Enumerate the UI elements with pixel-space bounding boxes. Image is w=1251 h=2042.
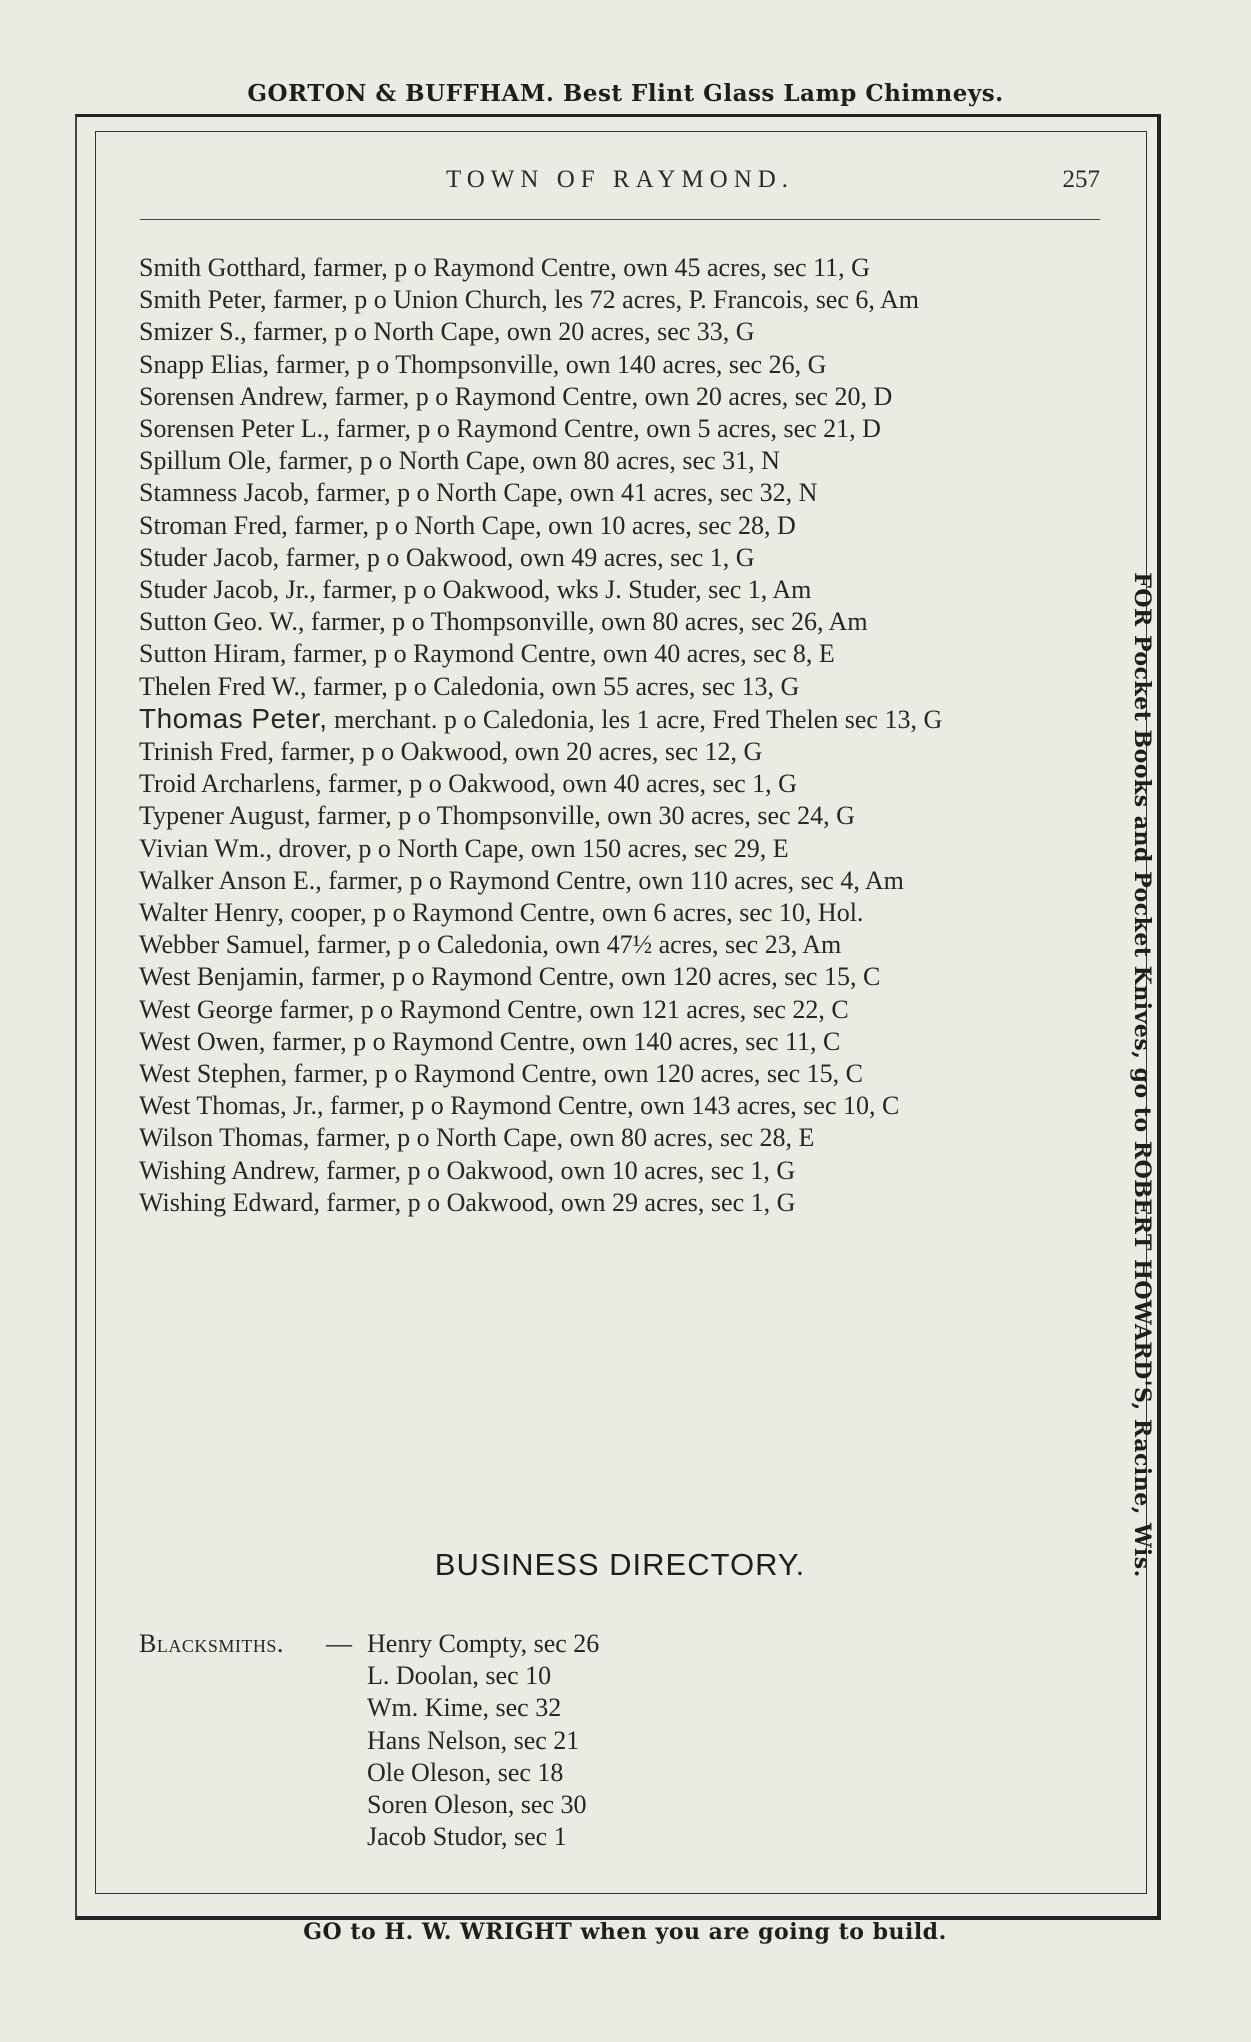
directory-entry — [139, 1090, 1099, 1122]
entry-details: farmer, p o Thompsonville, own 80 acres, sec 26, Am — [310, 607, 868, 637]
blacksmith-item: Ole Oleson, sec 18 — [367, 1757, 564, 1787]
entry-name: Sorensen Peter L., — [139, 414, 330, 444]
directory-entry — [139, 768, 1099, 800]
directory-entry — [139, 574, 1099, 606]
entry-details: farmer, p o Oakwood, own 29 acres, sec 1, G — [326, 1187, 796, 1217]
directory-entry — [139, 445, 1099, 477]
directory-entry — [139, 606, 1099, 638]
entry-details: farmer, p o Thompsonville, own 30 acres, sec 24, G — [317, 801, 855, 831]
entry-details: farmer, p o Raymond Centre, own 140 acres, sec 11, C — [271, 1026, 841, 1056]
entry-name: Troid Archarlens, — [139, 769, 322, 799]
directory-entry — [139, 961, 1099, 993]
blacksmith-item: L. Doolan, sec 10 — [367, 1661, 552, 1691]
entry-details: drover, p o North Cape, own 150 acres, sec 29, E — [278, 833, 789, 863]
entry-name: Trinish Fred, — [139, 737, 274, 767]
blacksmith-item: Soren Oleson, sec 30 — [367, 1790, 587, 1820]
entry-details: farmer, p o Oakwood, own 49 acres, sec 1, G — [285, 542, 755, 572]
entry-name: Typener August, — [139, 801, 311, 831]
entry-name: Snapp Elias, — [139, 349, 269, 379]
side-advertisement: FOR Pocket Books and Pocket Knives, go to ROBERT HOWARD'S, Racine, Wis. — [1129, 572, 1155, 1578]
entry-name: Thomas Peter, — [139, 702, 328, 734]
entry-details: farmer, p o Caledonia, own 47½ acres, sec 23, Am — [316, 930, 842, 960]
entry-details: farmer, p o Caledonia, own 55 acres, sec 13, G — [313, 671, 800, 701]
entry-name: Wilson Thomas, — [139, 1123, 310, 1153]
entry-details: farmer, p o Union Church, les 72 acres, P. Francois, sec 6, Am — [273, 285, 919, 315]
entry-name: Walker Anson E., — [139, 865, 322, 895]
entry-name: West Benjamin, — [139, 962, 305, 992]
category-dash: — — [326, 1629, 352, 1658]
entry-details: farmer, p o Thompsonville, own 140 acres, sec 26, G — [275, 349, 827, 379]
entry-details: farmer, p o North Cape, own 80 acres, sec 31, N — [278, 446, 780, 476]
blacksmith-list — [367, 1628, 599, 1853]
category-label: Blacksmiths. — [139, 1629, 284, 1658]
entry-details: farmer, p o Oakwood, own 40 acres, sec 1, G — [327, 769, 797, 799]
header-rule — [140, 219, 1100, 220]
entry-name: Sorensen Andrew, — [139, 381, 328, 411]
entry-name: Webber Samuel, — [139, 930, 311, 960]
directory-entry — [139, 736, 1099, 768]
entry-name: Vivian Wm., — [139, 833, 272, 863]
entry-name: Walter Henry, — [139, 898, 284, 928]
entry-name: Smizer S., — [139, 317, 247, 347]
running-head — [140, 164, 1100, 204]
directory-entry — [139, 252, 1099, 284]
directory-entry — [139, 381, 1099, 413]
entry-details: merchant. p o Caledonia, les 1 acre, Fred Thelen sec 13, G — [334, 704, 943, 734]
entry-details: farmer, p o Oakwood, own 20 acres, sec 12, G — [280, 737, 763, 767]
entry-name: West Thomas, Jr., — [139, 1091, 324, 1121]
directory-entry — [139, 542, 1099, 574]
entry-details: farmer, p o North Cape, own 80 acres, sec 28, E — [315, 1123, 815, 1153]
entry-details: farmer, p o Raymond Centre, own 110 acres, sec 4, Am — [328, 865, 904, 895]
directory-entries — [139, 252, 1099, 1219]
entry-name: Stroman Fred, — [139, 510, 288, 540]
entry-details: farmer, p o Raymond Centre, own 20 acres, sec 20, D — [334, 381, 893, 411]
entry-details: farmer, p o Raymond Centre, own 45 acres, sec 11, G — [313, 253, 870, 282]
entry-details: farmer, p o North Cape, own 10 acres, sec 28, D — [294, 510, 796, 540]
entry-details: farmer, p o Raymond Centre, own 5 acres, sec 21, D — [336, 414, 881, 444]
directory-entry — [139, 671, 1099, 703]
page-number: 257 — [1062, 166, 1100, 193]
footer-advertisement: GO to H. W. WRIGHT when you are going to build. — [303, 1919, 947, 1945]
directory-entry — [139, 929, 1099, 961]
directory-entry — [139, 1122, 1099, 1154]
directory-entry — [139, 703, 1099, 736]
page-title: TOWN OF RAYMOND. — [445, 166, 795, 193]
entry-name: West Stephen, — [139, 1059, 288, 1089]
directory-entry — [139, 638, 1099, 670]
directory-entry — [139, 510, 1099, 542]
blacksmith-item: Henry Compty, sec 26 — [367, 1629, 600, 1658]
blacksmith-item: Jacob Studor, sec 1 — [367, 1822, 567, 1852]
entry-details: farmer, p o Raymond Centre, own 120 acres, sec 15, C — [310, 962, 881, 992]
entry-details: farmer, p o Oakwood, wks J. Studer, sec 1, Am — [322, 575, 812, 605]
directory-entry — [139, 994, 1099, 1026]
entry-details: farmer, p o Raymond Centre, own 40 acres, sec 8, E — [292, 639, 835, 669]
entry-details: farmer, p o Raymond Centre, own 120 acres, sec 15, C — [293, 1059, 863, 1089]
entry-name: Spillum Ole, — [139, 446, 272, 476]
entry-details: farmer, p o North Cape, own 20 acres, sec 33, G — [253, 317, 755, 347]
entry-details: farmer, p o North Cape, own 41 acres, sec 32, N — [315, 478, 818, 508]
entry-name: Studer Jacob, Jr., — [139, 575, 316, 605]
entry-name: Sutton Geo. W., — [139, 607, 305, 637]
entry-name: Studer Jacob, — [139, 542, 280, 572]
directory-entry — [139, 1026, 1099, 1058]
directory-entry — [139, 316, 1099, 348]
entry-name: Smith Gotthard, — [139, 253, 307, 282]
entry-name: West George — [139, 994, 273, 1024]
directory-entry — [139, 413, 1099, 445]
entry-details: cooper, p o Raymond Centre, own 6 acres, sec 10, Hol. — [290, 898, 864, 928]
directory-entry — [139, 1187, 1099, 1219]
directory-entry — [139, 477, 1099, 509]
entry-name: West Owen, — [139, 1026, 266, 1056]
directory-entry — [139, 833, 1099, 865]
entry-name: Sutton Hiram, — [139, 639, 287, 669]
business-directory-title: BUSINESS DIRECTORY. — [434, 1547, 806, 1582]
blacksmith-item: Wm. Kime, sec 32 — [367, 1693, 562, 1723]
directory-entry — [139, 1155, 1099, 1187]
blacksmith-item: Hans Nelson, sec 21 — [367, 1725, 580, 1755]
entry-details: farmer, p o Oakwood, own 10 acres, sec 1, G — [326, 1155, 796, 1185]
entry-name: Wishing Andrew, — [139, 1155, 320, 1185]
entry-name: Wishing Edward, — [139, 1187, 320, 1217]
directory-entry — [139, 1058, 1099, 1090]
header-advertisement: GORTON & BUFFHAM. Best Flint Glass Lamp Chimneys. — [247, 80, 1004, 107]
entry-name: Stamness Jacob, — [139, 478, 310, 508]
entry-details: farmer, p o Raymond Centre, own 121 acres, sec 22, C — [279, 994, 849, 1024]
entry-name: Smith Peter, — [139, 285, 267, 315]
directory-entry — [139, 865, 1099, 897]
directory-entry — [139, 800, 1099, 832]
entry-name: Thelen Fred W., — [139, 671, 307, 701]
directory-entry — [139, 284, 1099, 316]
directory-entry — [139, 897, 1099, 929]
entry-details: farmer, p o Raymond Centre, own 143 acres, sec 10, C — [329, 1091, 900, 1121]
directory-entry — [139, 349, 1099, 381]
